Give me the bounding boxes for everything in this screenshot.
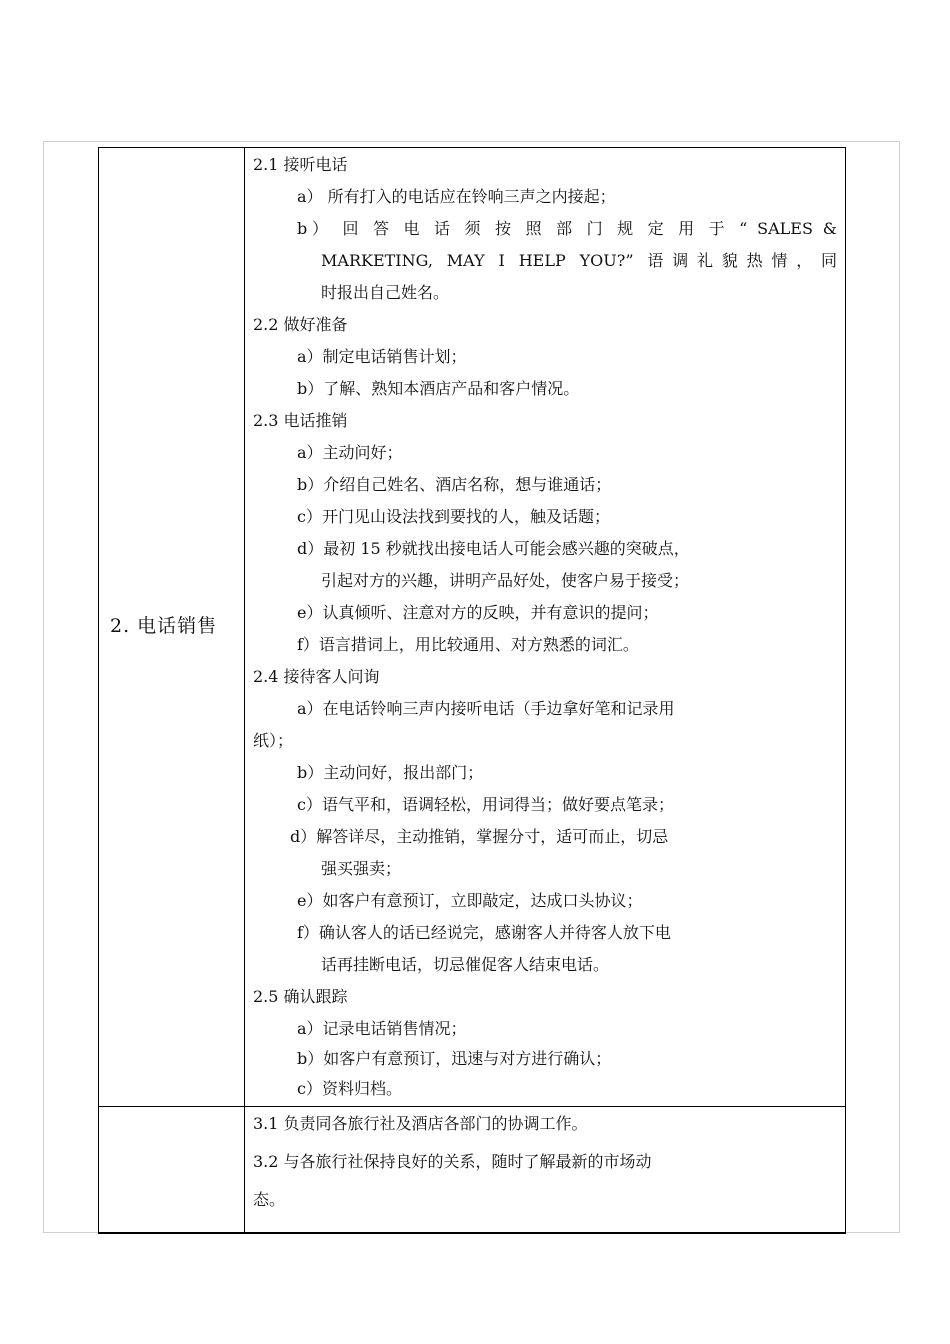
s21-b-line3: 时报出自己姓名。	[321, 283, 450, 302]
table-left-border	[98, 147, 99, 1234]
s24-b: b）主动问好，报出部门；	[297, 763, 484, 782]
s22-title: 2.2 做好准备	[253, 315, 348, 334]
s24-f-line2: 话再挂断电话，切忌催促客人结束电话。	[321, 955, 610, 974]
table-top-border	[98, 147, 846, 148]
s25-c: c）资料归档。	[297, 1079, 402, 1098]
section-label: 2. 电话销售	[110, 615, 218, 637]
s21-b-line2: MARKETING, MAY I HELP YOU?” 语调礼貌热情，同	[321, 251, 837, 270]
table-bottom-border	[98, 1232, 846, 1234]
s23-title: 2.3 电话推销	[253, 411, 348, 430]
s24-f-line1: f）确认客人的话已经说完，感谢客人并待客人放下电	[297, 923, 671, 942]
s24-e: e）如客户有意预订，立即敲定，达成口头协议；	[297, 891, 643, 910]
s25-title: 2.5 确认跟踪	[253, 987, 348, 1006]
s23-e: e）认真倾听、注意对方的反映，并有意识的提问；	[297, 603, 659, 622]
s23-f: f）语言措词上，用比较通用、对方熟悉的词汇。	[297, 635, 639, 654]
s24-c: c）语气平和，语调轻松，用词得当；做好要点笔录；	[297, 795, 674, 814]
s21-b-line1: b） 回 答 电 话 须 按 照 部 门 规 定 用 于 “ SALES &	[297, 219, 837, 238]
table-row-divider	[98, 1106, 846, 1107]
s23-b: b）介绍自己姓名、酒店名称，想与谁通话；	[297, 475, 612, 494]
s31: 3.1 负责同各旅行社及酒店各部门的协调工作。	[253, 1114, 588, 1133]
table-right-border	[845, 147, 846, 1234]
s23-d-line2: 引起对方的兴趣，讲明产品好处，使客户易于接受；	[321, 571, 690, 590]
s25-a: a）记录电话销售情况；	[297, 1019, 467, 1038]
s24-d-line1: d）解答详尽，主动推销，掌握分寸，适可而止，切忌	[290, 827, 669, 846]
s23-d-line1: d）最初 15 秒就找出接电话人可能会感兴趣的突破点，	[297, 539, 690, 558]
s24-title: 2.4 接待客人问询	[253, 667, 380, 686]
s25-b: b）如客户有意预订，迅速与对方进行确认；	[297, 1049, 612, 1068]
s32-line2: 态。	[253, 1190, 286, 1209]
s21-title: 2.1 接听电话	[253, 155, 348, 174]
s32-line1: 3.2 与各旅行社保持良好的关系，随时了解最新的市场动	[253, 1152, 652, 1171]
s23-a: a）主动问好；	[297, 443, 403, 462]
s22-b: b）了解、熟知本酒店产品和客户情况。	[297, 379, 580, 398]
s21-a: a） 所有打入的电话应在铃响三声之内接起；	[297, 187, 616, 206]
table-column-divider	[244, 147, 245, 1234]
s22-a: a）制定电话销售计划；	[297, 347, 467, 366]
s24-a-line2: 纸）；	[253, 731, 294, 750]
s24-d-line2: 强买强卖；	[321, 859, 402, 878]
s23-c: c）开门见山设法找到要找的人，触及话题；	[297, 507, 610, 526]
s24-a-line1: a）在电话铃响三声内接听电话（手边拿好笔和记录用	[297, 699, 675, 718]
